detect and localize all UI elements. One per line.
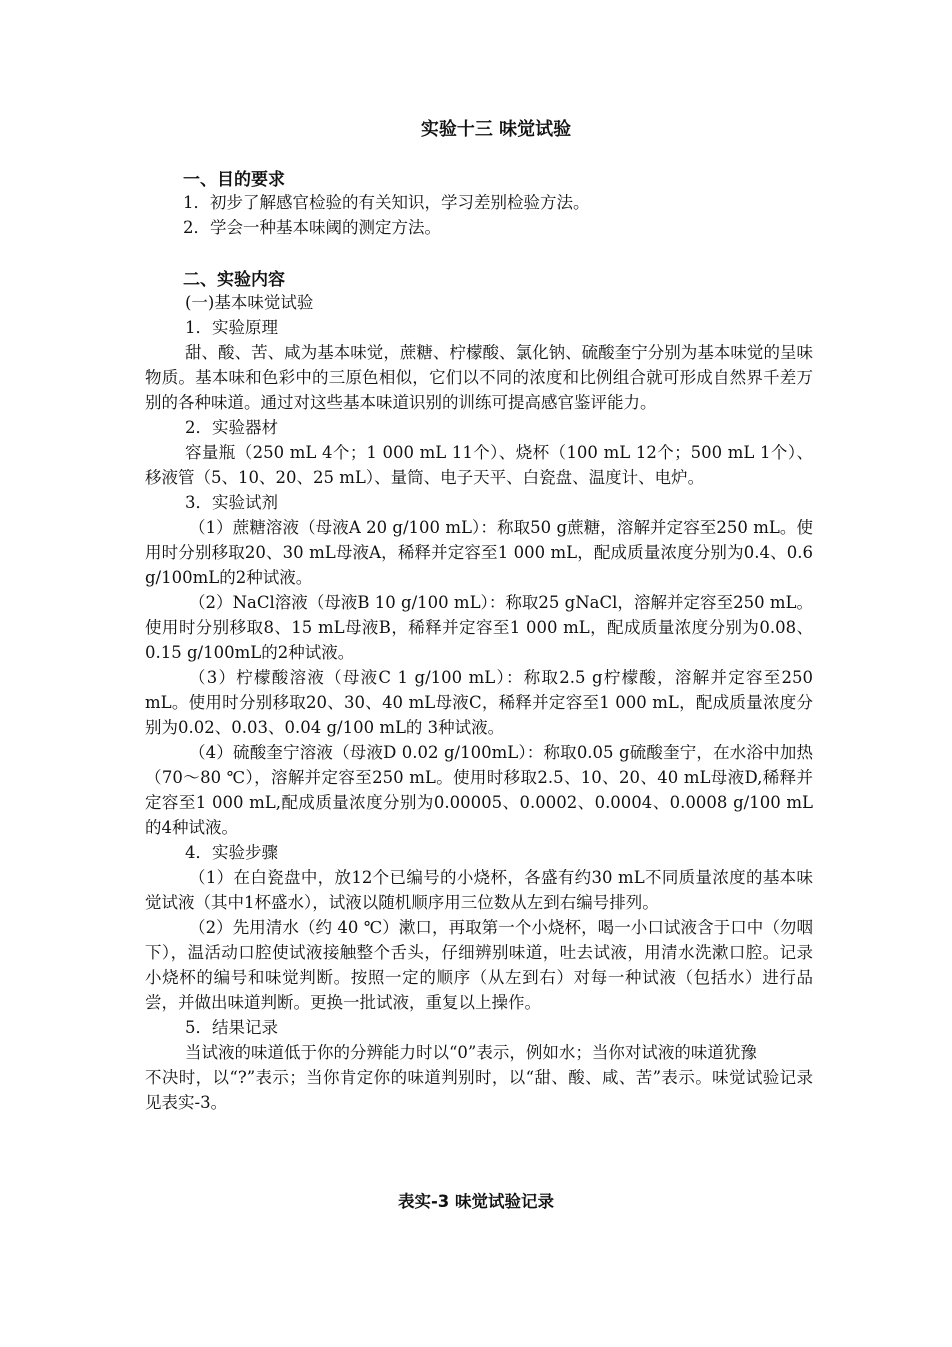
section-heading-content: 二、实验内容: [183, 270, 285, 290]
objective-item: 1．初步了解感官检验的有关知识，学习差别检验方法。: [183, 193, 590, 212]
body-paragraph: 容量瓶（250 mL 4个；1 000 mL 11个）、烧杯（100 mL 12个；500 mL 1个）、移液管（5、10、20、25 mL）、量筒、电子天平、白瓷盘、温度计、电炉。: [145, 443, 813, 487]
step-heading: 5．结果记录: [185, 1018, 278, 1037]
reagent-paragraph: （4）硫酸奎宁溶液（母液D 0.02 g/100mL）：称取0.05 g硫酸奎宁，在水浴中加热（70～80 ℃），溶解并定容至250 mL。使用时移取2.5、10、20、40 mL母液D,稀释并定容至1 000 mL,配成质量浓度分别为0.00005、0.0002、0.0004、0.0008 g/100 mL的4种试液。: [145, 743, 813, 837]
step-heading: 2．实验器材: [185, 418, 278, 437]
body-paragraph: 当试液的味道低于你的分辨能力时以“0”表示，例如水；当你对试液的味道犹豫: [185, 1043, 757, 1062]
section-body: [145, 290, 813, 1115]
subsection-title: (一)基本味觉试验: [185, 293, 314, 312]
reagent-paragraph: （2）NaCl溶液（母液B 10 g/100 mL）：称取25 gNaCl，溶解并定容至250 mL。使用时分别移取8、15 mL母液B，稀释并定容至1 000 mL，配成质量浓度分别为0.08、0.15 g/100mL的2种试液。: [145, 593, 813, 662]
section-heading-objectives: 一、目的要求: [183, 170, 285, 190]
reagent-paragraph: （1）蔗糖溶液（母液A 20 g/100 mL）：称取50 g蔗糖，溶解并定容至250 mL。使用时分别移取20、30 mL母液A，稀释并定容至1 000 mL，配成质量浓度分别为0.4、0.6 g/100mL的2种试液。: [145, 518, 813, 587]
body-paragraph: 不决时，以“?”表示；当你肯定你的味道判别时，以“甜、酸、咸、苦”表示。味觉试验记录见表实-3。: [145, 1068, 813, 1112]
step-heading: 3．实验试剂: [185, 493, 278, 512]
page-title: 实验十三 味觉试验: [420, 119, 572, 140]
reagent-paragraph: （3）柠檬酸溶液（母液C 1 g/100 mL）：称取2.5 g柠檬酸，溶解并定容至250 mL。使用时分别移取20、30、40 mL母液C，稀释并定容至1 000 mL，配成质量浓度分别为0.02、0.03、0.04 g/100 mL的 3种试液。: [145, 668, 813, 737]
step-heading: 4．实验步骤: [185, 843, 278, 862]
procedure-paragraph: （2）先用清水（约 40 ℃）漱口，再取第一个小烧杯，喝一小口试液含于口中（勿咽下），温活动口腔使试液接触整个舌头，仔细辨别味道，吐去试液，用清水洗漱口腔。记录小烧杯的编号和味觉判断。按照一定的顺序（从左到右）对每一种试液（包括水）进行品尝，并做出味道判断。更换一批试液，重复以上操作。: [145, 918, 813, 1012]
table-caption: 表实-3 味觉试验记录: [397, 1192, 555, 1211]
objective-item: 2．学会一种基本味阈的测定方法。: [183, 218, 441, 237]
body-paragraph: 甜、酸、苦、咸为基本味觉，蔗糖、柠檬酸、氯化钠、硫酸奎宁分别为基本味觉的呈味物质。基本味和色彩中的三原色相似，它们以不同的浓度和比例组合就可形成自然界千差万别的各种味道。通过对这些基本味道识别的训练可提高感官鉴评能力。: [145, 343, 813, 412]
step-heading: 1．实验原理: [185, 318, 278, 337]
procedure-paragraph: （1）在白瓷盘中，放12个已编号的小烧杯，各盛有约30 mL不同质量浓度的基本味觉试液（其中1杯盛水），试液以随机顺序用三位数从左到右编号排列。: [145, 868, 813, 912]
